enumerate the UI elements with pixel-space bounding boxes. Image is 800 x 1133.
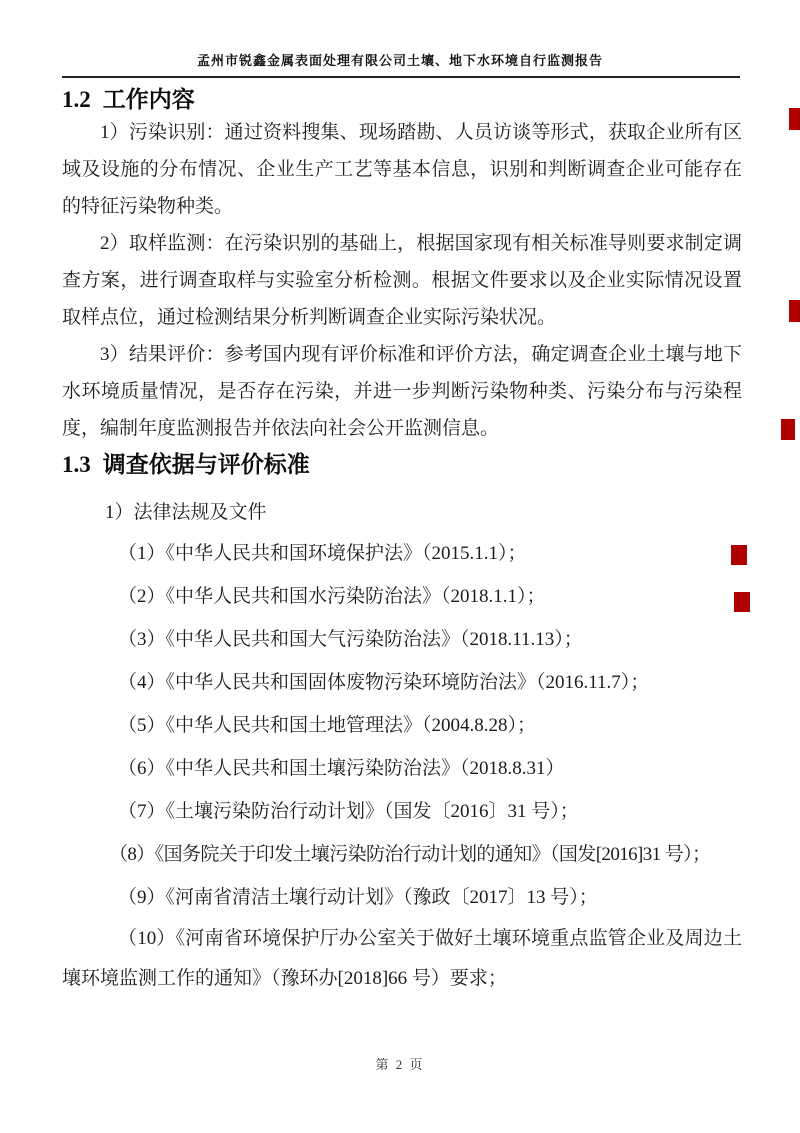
header-rule xyxy=(62,76,740,78)
law-reference-list xyxy=(0,532,800,999)
list-item: （5）《中华人民共和国土地管理法》（2004.8.28）； xyxy=(118,715,537,736)
list-item: （6）《中华人民共和国土壤污染防治法》（2018.8.31） xyxy=(118,758,565,779)
annotation-mark xyxy=(789,108,800,130)
list-item: （9）《河南省清洁土壤行动计划》（豫政〔2017〕13 号）； xyxy=(118,887,598,908)
annotation-mark xyxy=(789,300,800,322)
document-header xyxy=(0,0,800,69)
section-title: 工作内容 xyxy=(102,87,195,112)
section-heading-1-2 xyxy=(62,86,740,114)
list-item: （3）《中华人民共和国大气污染防治法》（2018.11.13）； xyxy=(118,629,583,650)
annotation-mark xyxy=(781,419,795,440)
list-item: （4）《中华人民共和国固体废物污染环境防治法》（2016.11.7）； xyxy=(118,672,650,693)
paragraph-result-evaluation: 3）结果评价：参考国内现有评价标准和评价方法，确定调查企业土壤与地下水环境质量情况，是否存在污染，并进一步判断污染物种类、污染分布与污染程度，编制年度监测报告并依法向社会公开监测信息。 xyxy=(62,344,742,439)
list-item: （10）《河南省环境保护厅办公室关于做好土壤环境重点监管企业及周边土壤环境监测工作的通知》（豫环办[2018]66 号）要求； xyxy=(62,928,742,989)
section-heading-1-3 xyxy=(62,451,740,479)
page-number xyxy=(0,1054,800,1073)
subheading-laws-and-regulations: 1）法律法规及文件 xyxy=(105,502,267,523)
annotation-mark xyxy=(734,592,750,612)
section-number: 1.2 xyxy=(62,87,91,112)
annotation-mark xyxy=(731,545,747,565)
paragraph-pollution-identification: 1）污染识别：通过资料搜集、现场踏勘、人员访谈等形式，获取企业所有区域及设施的分布情况、企业生产工艺等基本信息，识别和判断调查企业可能存在的特征污染物种类。 xyxy=(62,122,742,217)
list-item: （8）《国务院关于印发土壤污染防治行动计划的通知》（国发[2016]31 号）； xyxy=(109,844,711,865)
list-item: （7）《土壤污染防治行动计划》（国发〔2016〕31 号）； xyxy=(118,801,579,822)
paragraph-sampling-monitoring: 2）取样监测：在污染识别的基础上，根据国家现有相关标准导则要求制定调查方案，进行调查取样与实验室分析检测。根据文件要求以及企业实际情况设置取样点位，通过检测结果分析判断调查企业实际污染状况。 xyxy=(62,233,742,328)
section-title: 调查依据与评价标准 xyxy=(102,452,310,477)
page-number-label: 第 2 页 xyxy=(375,1057,425,1072)
header-title: 孟州市锐鑫金属表面处理有限公司土壤、地下水环境自行监测报告 xyxy=(196,53,603,68)
list-item: （2）《中华人民共和国水污染防治法》（2018.1.1）； xyxy=(118,586,546,607)
list-item: （1）《中华人民共和国环境保护法》（2015.1.1）； xyxy=(118,543,527,564)
section-number: 1.3 xyxy=(62,452,91,477)
